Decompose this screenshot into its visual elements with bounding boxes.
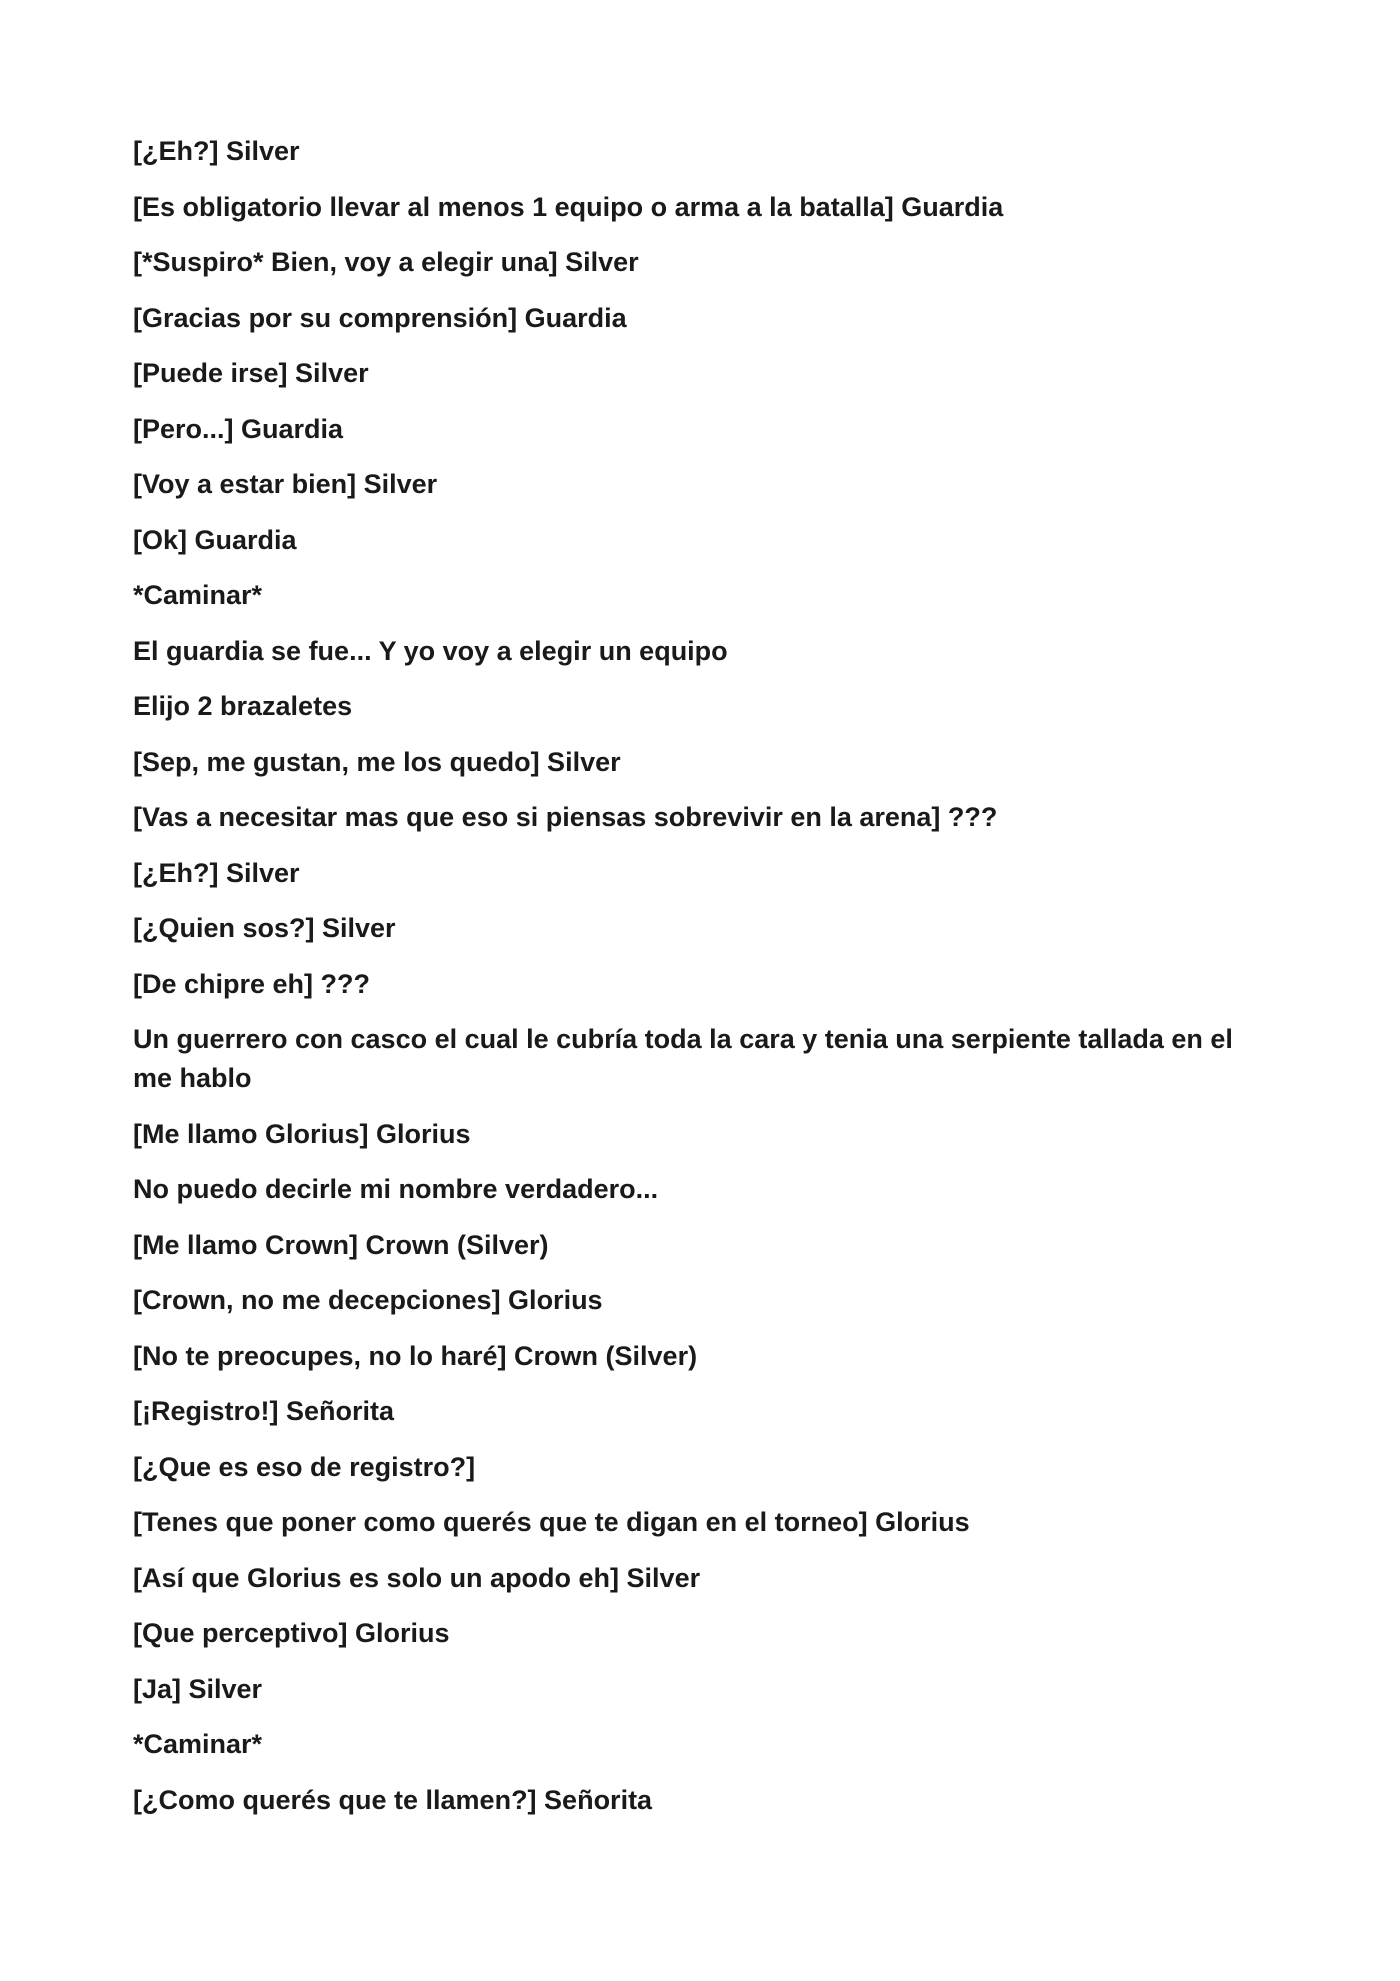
dialogue-line: [¿Que es eso de registro?]: [133, 1451, 476, 1482]
dialogue-line: [*Suspiro* Bien, voy a elegir una] Silver: [133, 247, 639, 277]
narration-line: El guardia se fue... Y yo voy a elegir un equipo: [133, 635, 728, 666]
action-line: *Caminar*: [133, 580, 263, 610]
narration-line: Elijo 2 brazaletes: [133, 691, 353, 721]
dialogue-line: [Tenes que poner como querés que te digan en el torneo] Glorius: [133, 1507, 970, 1537]
dialogue-line: [Ok] Guardia: [133, 524, 297, 555]
dialogue-line: [Pero...] Guardia: [133, 413, 344, 444]
dialogue-line: [Me llamo Crown] Crown (Silver): [133, 1229, 549, 1260]
dialogue-line: [¡Registro!] Señorita: [133, 1396, 395, 1426]
dialogue-line: [Que perceptivo] Glorius: [133, 1618, 450, 1648]
dialogue-line: [¿Quien sos?] Silver: [133, 913, 396, 943]
dialogue-line: [Me llamo Glorius] Glorius: [133, 1118, 471, 1149]
dialogue-line: [¿Eh?] Silver: [133, 857, 300, 888]
document-body: [133, 132, 1273, 1836]
action-line: *Caminar*: [133, 1729, 263, 1759]
narration-line: No puedo decirle mi nombre verdadero...: [133, 1174, 659, 1204]
dialogue-line: [Gracias por su comprensión] Guardia: [133, 302, 627, 333]
dialogue-line: [No te preocupes, no lo haré] Crown (Silver): [133, 1340, 698, 1371]
dialogue-line: [Puede irse] Silver: [133, 358, 369, 388]
dialogue-line: [Vas a necesitar mas que eso si piensas sobrevivir en la arena] ???: [133, 802, 998, 832]
dialogue-line: [Crown, no me decepciones] Glorius: [133, 1285, 603, 1315]
dialogue-line: [De chipre eh] ???: [133, 968, 371, 999]
dialogue-line: [Sep, me gustan, me los quedo] Silver: [133, 746, 621, 777]
dialogue-line: [Ja] Silver: [133, 1673, 263, 1704]
dialogue-line: [Es obligatorio llevar al menos 1 equipo o arma a la batalla] Guardia: [133, 191, 1004, 222]
dialogue-line: [¿Como querés que te llamen?] Señorita: [133, 1784, 653, 1815]
dialogue-line: [Así que Glorius es solo un apodo eh] Silver: [133, 1562, 701, 1593]
narration-line: Un guerrero con casco el cual le cubría toda la cara y tenia una serpiente tallada en el me hablo: [133, 1024, 1233, 1093]
dialogue-line: [Voy a estar bien] Silver: [133, 469, 438, 499]
dialogue-line: [¿Eh?] Silver: [133, 136, 300, 166]
